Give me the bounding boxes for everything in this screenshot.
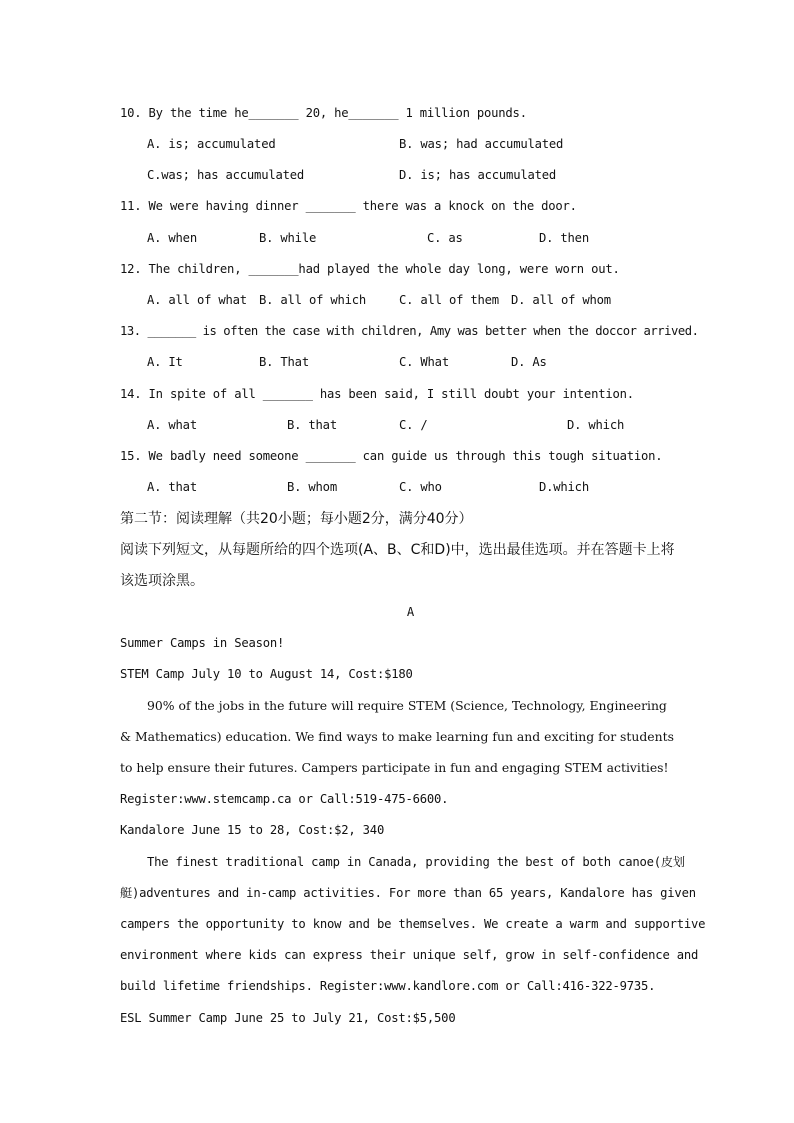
section-instruction-line-2: 该选项涂黑。 — [120, 573, 204, 589]
question-14-stem: 14. In spite of all _______ has been said, I still doubt your intention. — [120, 387, 634, 401]
question-10-stem: 10. By the time he_______ 20, he_______ 1 million pounds. — [120, 106, 527, 120]
section-instruction-line-1: 阅读下列短文，从每题所给的四个选项(A、B、C和D)中，选出最佳选项。并在答题卡上将 — [120, 542, 675, 558]
question-14-option-a: A. what — [147, 418, 197, 432]
camp-2-paragraph-line-3: campers the opportunity to know and be themselves. We create a warm and supportive — [120, 917, 706, 931]
question-12-option-b: B. all of which — [259, 293, 367, 307]
question-15-option-b: B. whom — [287, 480, 337, 494]
camp-1-paragraph-line-3: to help ensure their futures. Campers participate in fun and engaging STEM activities! — [120, 760, 669, 775]
camp-1-paragraph-line-2: & Mathematics) education. We find ways to make learning fun and exciting for students — [120, 729, 674, 744]
question-13-stem: 13. _______ is often the case with children, Amy was better when the doccor arrived. — [120, 324, 699, 338]
question-12-option-d: D. all of whom — [511, 293, 611, 307]
camp-1-heading: STEM Camp July 10 to August 14, Cost:$180 — [120, 667, 413, 681]
question-11-stem: 11. We were having dinner _______ there was a knock on the door. — [120, 199, 577, 213]
section-heading: 第二节：阅读理解（共20小题；每小题2分，满分40分） — [120, 511, 473, 527]
question-10-option-b: B. was; had accumulated — [399, 137, 564, 151]
camp-3-heading: ESL Summer Camp June 25 to July 21, Cost:$5,500 — [120, 1011, 456, 1025]
question-15-option-d: D.which — [539, 480, 589, 494]
question-15-option-a: A. that — [147, 480, 197, 494]
question-11-option-d: D. then — [539, 231, 589, 245]
question-10-option-a: A. is; accumulated — [147, 137, 276, 151]
question-11-option-b: B. while — [259, 231, 317, 245]
question-14-option-b: B. that — [287, 418, 337, 432]
camp-2-paragraph-line-4: environment where kids can express their unique self, grow in self-confidence and — [120, 948, 699, 962]
question-14-option-c: C. / — [399, 418, 428, 432]
question-13-option-b: B. That — [259, 355, 309, 369]
question-10-option-d: D. is; has accumulated — [399, 168, 557, 182]
camp-1-paragraph-line-1: 90% of the jobs in the future will require STEM (Science, Technology, Engineering — [147, 698, 667, 713]
question-12-option-c: C. all of them — [399, 293, 499, 307]
question-11-option-a: A. when — [147, 231, 197, 245]
question-13-option-c: C. What — [399, 355, 449, 369]
passage-letter: A — [406, 605, 415, 619]
question-14-option-d: D. which — [567, 418, 625, 432]
camp-2-heading: Kandalore June 15 to 28, Cost:$2, 340 — [120, 823, 385, 837]
question-15-stem: 15. We badly need someone _______ can guide us through this tough situation. — [120, 449, 663, 463]
passage-title: Summer Camps in Season! — [120, 636, 285, 650]
question-13-option-a: A. It — [147, 355, 183, 369]
camp-2-paragraph-line-2: 艇)adventures and in-camp activities. For more than 65 years, Kandalore has given — [120, 886, 696, 900]
question-11-option-c: C. as — [427, 231, 463, 245]
question-13-option-d: D. As — [511, 355, 547, 369]
camp-2-paragraph-line-1: The finest traditional camp in Canada, providing the best of both canoe(皮划 — [147, 855, 685, 869]
question-12-option-a: A. all of what — [147, 293, 247, 307]
camp-2-paragraph-line-5: build lifetime friendships. Register:www.kandlore.com or Call:416-322-9735. — [120, 979, 656, 993]
question-15-option-c: C. who — [399, 480, 442, 494]
camp-1-register: Register:www.stemcamp.ca or Call:519-475-6600. — [120, 792, 449, 806]
question-12-stem: 12. The children, _______had played the whole day long, were worn out. — [120, 262, 620, 276]
question-10-option-c: C.was; has accumulated — [147, 168, 305, 182]
